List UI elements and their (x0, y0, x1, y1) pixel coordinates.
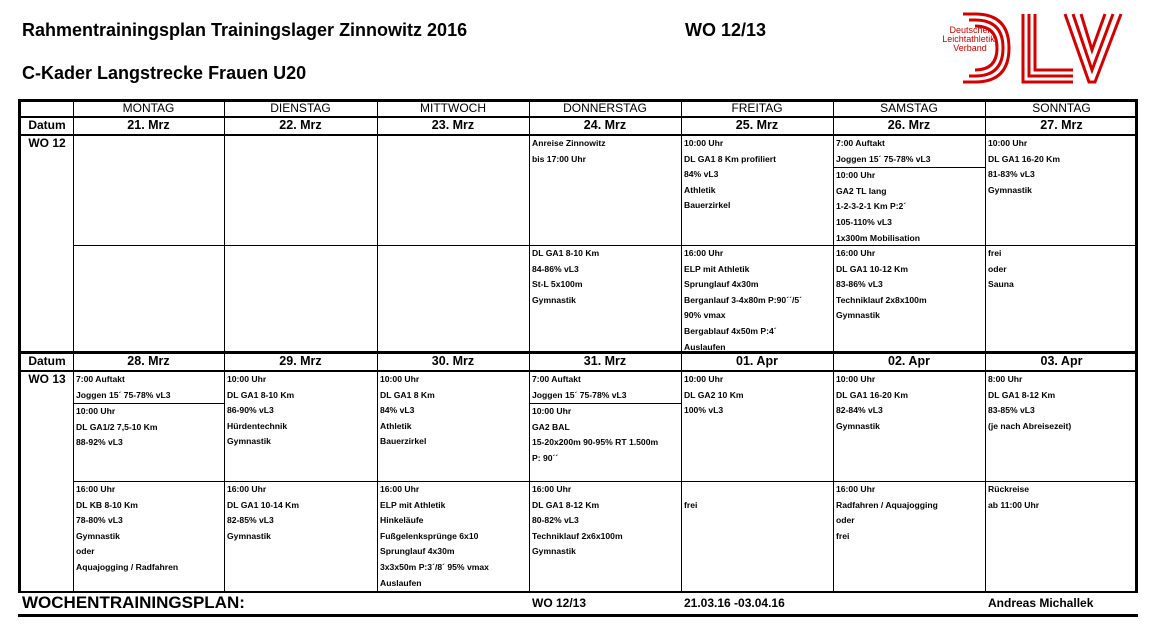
date-cell: 22. Mrz (279, 118, 322, 132)
entry-block (530, 136, 681, 167)
entry-line: ab 11:00 Uhr (988, 499, 1040, 510)
entry-block (834, 482, 985, 544)
entry-line: Athletik (380, 420, 412, 431)
morning-session-cell (986, 136, 1138, 245)
grid-line (18, 99, 21, 591)
entry-line: 10:00 Uhr (76, 406, 116, 417)
date-label: Datum (28, 354, 66, 368)
entry-line: Gymnastik (532, 546, 576, 557)
entry-line: oder (76, 546, 95, 557)
entry-line: DL GA1 8-12 Km (532, 499, 600, 510)
entry-line: Berganlauf 3-4x80m P:90´´/5´ (684, 294, 802, 305)
entry-line: 86-90% vL3 (227, 405, 274, 416)
entry-line: ELP mit Athletik (380, 499, 446, 510)
entry-line: 10:00 Uhr (836, 374, 876, 384)
entry-line: 90% vmax (684, 310, 726, 321)
entry-line: oder (988, 263, 1007, 274)
footer-author: Andreas Michallek (988, 596, 1094, 610)
date-cell: 02. Apr (888, 354, 930, 368)
morning-session-cell (682, 136, 833, 245)
entry-line: Joggen 15´ 75-78% vL3 (532, 389, 627, 400)
entry-line: 7:00 Auftakt (836, 138, 885, 148)
entry-line: Auslaufen (684, 341, 726, 351)
entry-line: DL GA1 10-12 Km (836, 263, 908, 274)
afternoon-session-cell (986, 482, 1138, 591)
entry-line: 10:00 Uhr (988, 138, 1028, 148)
footer-dates: 21.03.16 -03.04.16 (684, 596, 785, 610)
entry-line: 16:00 Uhr (76, 484, 116, 494)
entry-line: bis 17:00 Uhr (532, 153, 586, 164)
logo-text-1: Deutscher (949, 25, 991, 35)
entry-line: Techniklauf 2x6x100m (532, 530, 623, 541)
entry-line (684, 482, 833, 498)
entry-block (378, 372, 529, 450)
entry-line: 3x3x50m P:3´/8´ 95% vmax (380, 561, 489, 572)
entry-line: 15-20x200m 90-95% RT 1.500m (532, 437, 659, 448)
date-cell: 26. Mrz (887, 118, 931, 132)
entry-line: 7:00 Auftakt (76, 374, 125, 384)
morning-session-cell (225, 136, 377, 245)
entry-block (986, 372, 1138, 434)
entry-line: DL GA1 10-14 Km (227, 499, 299, 510)
afternoon-session-cell (834, 482, 985, 591)
entry-line: frei (836, 530, 850, 541)
date-cell: 31. Mrz (583, 354, 627, 368)
entry-line: Rückreise (988, 484, 1030, 494)
entry-line: Fußgelenksprünge 6x10 (380, 530, 479, 541)
entry-line: Sauna (988, 279, 1014, 290)
afternoon-session-cell (74, 246, 224, 351)
morning-session-cell (225, 372, 377, 481)
entry-line: 1x300m Mobilisation (836, 232, 921, 243)
entry-line: 82-84% vL3 (836, 405, 883, 416)
date-cell: 01. Apr (736, 354, 778, 368)
entry-block (834, 167, 985, 245)
entry-block (74, 403, 224, 451)
entry-line: oder (836, 515, 855, 526)
entry-line: Bauerzirkel (684, 200, 731, 211)
afternoon-session-cell (834, 246, 985, 351)
entry-line: 82-85% vL3 (227, 515, 274, 526)
entry-line: (je nach Abreisezeit) (988, 420, 1072, 431)
morning-session-cell (378, 372, 529, 481)
entry-block (682, 482, 833, 513)
entry-line: 100% vL3 (684, 405, 724, 416)
afternoon-session-cell (986, 246, 1138, 351)
entry-line: DL GA1 8-12 Km (988, 389, 1056, 400)
entry-line: frei (684, 499, 698, 510)
week-label: WO 12/13 (685, 20, 767, 40)
date-cell: 28. Mrz (127, 354, 170, 368)
entry-line: Gymnastik (836, 420, 880, 431)
day-header: SONNTAG (1032, 101, 1091, 115)
entry-line: 10:00 Uhr (227, 374, 267, 384)
plan-title: Rahmentrainingsplan Trainingslager Zinnowitz 2016 (22, 20, 468, 40)
entry-line: 10:00 Uhr (684, 138, 724, 148)
entry-line: Techniklauf 2x8x100m (836, 294, 927, 305)
entry-line: 10:00 Uhr (836, 170, 876, 181)
date-label: Datum (28, 118, 66, 132)
afternoon-session-cell (682, 246, 833, 351)
entry-block (834, 246, 985, 324)
afternoon-session-cell (682, 482, 833, 591)
entry-line: frei (988, 248, 1002, 258)
entry-line: GA2 BAL (532, 421, 570, 432)
date-cell: 21. Mrz (127, 118, 170, 132)
morning-session-cell (74, 136, 224, 245)
date-cell: 03. Apr (1040, 354, 1083, 368)
entry-line: ELP mit Athletik (684, 263, 750, 274)
entry-block (74, 372, 224, 403)
entry-line: 16:00 Uhr (836, 484, 876, 494)
entry-line: 16:00 Uhr (380, 484, 420, 494)
entry-line: Sprunglauf 4x30m (684, 279, 759, 290)
entry-line: Gymnastik (836, 310, 880, 321)
entry-block (530, 403, 681, 466)
entry-block (225, 372, 377, 450)
morning-session-cell (986, 372, 1138, 481)
entry-line: 16:00 Uhr (836, 248, 876, 258)
entry-line: St-L 5x100m (532, 279, 583, 290)
morning-session-cell (834, 372, 985, 481)
entry-line: 10:00 Uhr (684, 374, 724, 384)
morning-session-cell (682, 372, 833, 481)
entry-line: Hinkeläufe (380, 515, 424, 526)
morning-session-cell (530, 372, 681, 481)
entry-line: 16:00 Uhr (227, 484, 267, 494)
entry-line: 81-83% vL3 (988, 169, 1035, 180)
date-cell: 25. Mrz (735, 118, 779, 132)
entry-block (530, 372, 681, 403)
date-cell: 29. Mrz (279, 354, 322, 368)
entry-line: 80-82% vL3 (532, 515, 579, 526)
entry-line: 10:00 Uhr (532, 406, 572, 417)
entry-block (682, 372, 833, 419)
entry-block (834, 136, 985, 167)
entry-line: Gymnastik (227, 436, 271, 447)
date-cell: 30. Mrz (431, 354, 475, 368)
plan-subtitle: C-Kader Langstrecke Frauen U20 (22, 63, 307, 83)
morning-session-cell (530, 136, 681, 245)
logo-text-3: Verband (953, 43, 987, 53)
entry-block (682, 136, 833, 214)
footer-week: WO 12/13 (532, 596, 587, 610)
entry-line: 16:00 Uhr (684, 248, 724, 258)
entry-line: 10:00 Uhr (380, 374, 420, 384)
entry-block (986, 136, 1138, 198)
entry-block (986, 246, 1138, 293)
afternoon-session-cell (378, 246, 529, 351)
entry-line: DL GA1/2 7,5-10 Km (76, 421, 158, 432)
entry-line: Bergablauf 4x50m P:4´ (684, 325, 777, 336)
entry-line: 1-2-3-2-1 Km P:2´ (836, 201, 907, 212)
training-plan-table (18, 99, 1138, 617)
afternoon-session-cell (225, 482, 377, 591)
entry-block (530, 482, 681, 560)
entry-block (530, 246, 681, 308)
entry-line: 84% vL3 (684, 169, 719, 180)
entry-line: DL KB 8-10 Km (76, 499, 138, 510)
entry-line: 78-80% vL3 (76, 515, 123, 526)
grid-line (18, 614, 1138, 617)
entry-line: Sprunglauf 4x30m (380, 546, 455, 557)
entry-line: Gymnastik (227, 530, 271, 541)
entry-line: DL GA1 8 Km (380, 389, 435, 400)
entry-line: DL GA2 10 Km (684, 389, 744, 400)
morning-session-cell (378, 136, 529, 245)
entry-line: 84% vL3 (380, 405, 415, 416)
entry-line: GA2 TL lang (836, 185, 887, 196)
logo-text-2: Leichtathletik- (942, 34, 998, 44)
entry-line: Auslaufen (380, 577, 422, 588)
entry-block (834, 372, 985, 434)
date-cell: 23. Mrz (431, 118, 475, 132)
entry-line: DL GA1 8-10 Km (227, 389, 295, 400)
dlv-logo (925, 10, 1135, 86)
date-cell: 27. Mrz (1040, 118, 1083, 132)
entry-line: Gymnastik (532, 294, 576, 305)
entry-line: DL GA1 16-20 Km (836, 389, 908, 400)
entry-line: Joggen 15´ 75-78% vL3 (76, 389, 171, 400)
afternoon-session-cell (225, 246, 377, 351)
entry-line: DL GA1 8-10 Km (532, 248, 600, 258)
day-header: FREITAG (731, 101, 783, 115)
day-header: DONNERSTAG (563, 101, 647, 115)
morning-session-cell (74, 372, 224, 481)
entry-line: Bauerzirkel (380, 436, 427, 447)
day-header: DIENSTAG (270, 101, 331, 115)
day-header: MONTAG (122, 101, 175, 115)
week-row-label: WO 13 (28, 372, 66, 386)
entry-line: 16:00 Uhr (532, 484, 572, 494)
entry-line: DL GA1 16-20 Km (988, 153, 1060, 164)
entry-line: Gymnastik (988, 184, 1032, 195)
entry-line: 84-86% vL3 (532, 263, 579, 274)
morning-session-cell (834, 136, 985, 245)
entry-block (682, 246, 833, 351)
entry-line: 83-85% vL3 (988, 405, 1035, 416)
date-cell: 24. Mrz (583, 118, 627, 132)
entry-line: Joggen 15´ 75-78% vL3 (836, 153, 931, 164)
entry-line: Aquajogging / Radfahren (76, 561, 179, 572)
week-row-label: WO 12 (28, 136, 66, 150)
entry-block (74, 482, 224, 576)
entry-line: 88-92% vL3 (76, 437, 123, 448)
entry-block (225, 482, 377, 544)
entry-line: Hürdentechnik (227, 420, 288, 431)
entry-block (378, 482, 529, 591)
entry-block (986, 482, 1138, 513)
footer-label: WOCHENTRAININGSPLAN: (22, 593, 245, 612)
entry-line: Athletik (684, 184, 716, 195)
day-header: SAMSTAG (880, 101, 938, 115)
entry-line: 8:00 Uhr (988, 374, 1023, 384)
entry-line: DL GA1 8 Km profiliert (684, 153, 777, 164)
afternoon-session-cell (530, 482, 681, 591)
afternoon-session-cell (378, 482, 529, 591)
entry-line: 7:00 Auftakt (532, 374, 581, 384)
afternoon-session-cell (74, 482, 224, 591)
entry-line: 105-110% vL3 (836, 216, 892, 227)
afternoon-session-cell (530, 246, 681, 351)
entry-line: 83-86% vL3 (836, 279, 883, 290)
entry-line: Radfahren / Aquajogging (836, 499, 938, 510)
entry-line: Anreise Zinnowitz (532, 138, 606, 148)
entry-line: Gymnastik (76, 530, 120, 541)
entry-line: P: 90´´ (532, 452, 559, 463)
day-header: MITTWOCH (420, 101, 486, 115)
